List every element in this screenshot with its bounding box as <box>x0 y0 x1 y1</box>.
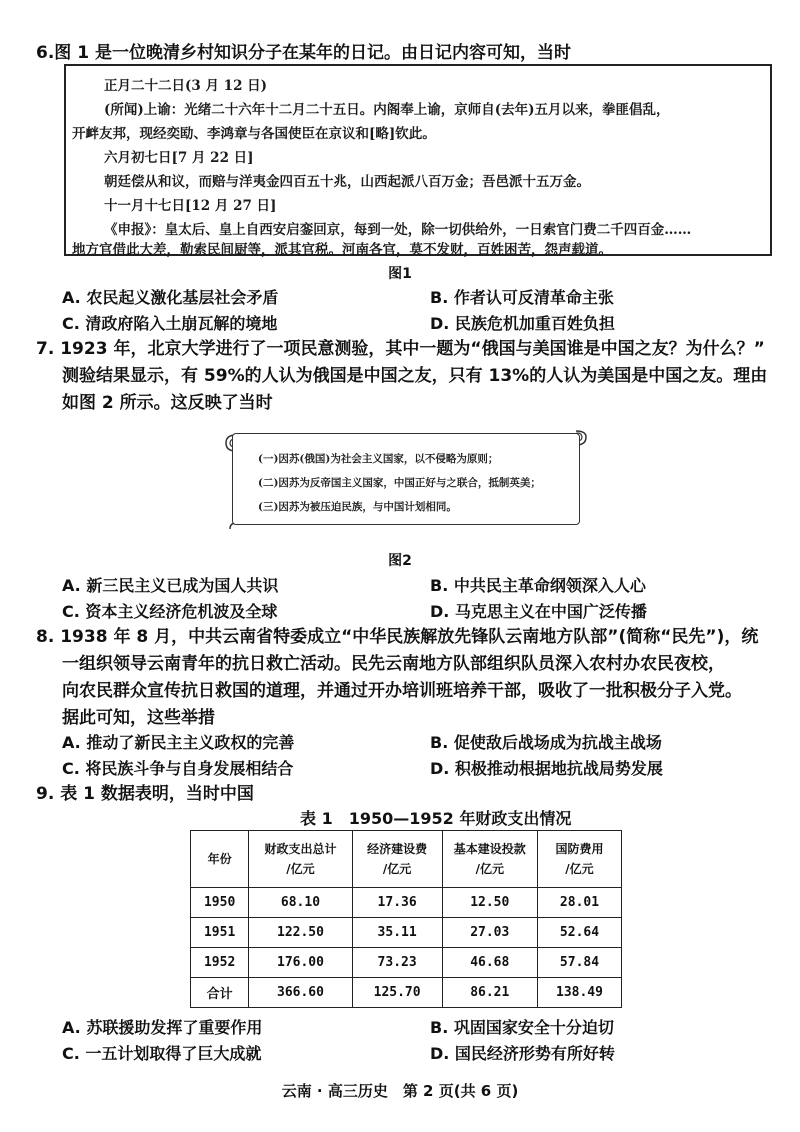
finance-table <box>190 830 622 1008</box>
diary-line: 六月初七日[7 月 22 日] <box>104 150 254 166</box>
table-cell: 17.36 <box>352 888 442 918</box>
diary-line: (所闻)上谕：光绪二十六年十二月二十五日。内阁奉上谕，京师自(去年)五月以来，拳匪倡乱， <box>104 102 670 118</box>
diary-line: 地方官借此大差，勒索民间厨等，派其官税。河南各官，莫不发财，百姓困苦，怨声载道。 <box>72 242 612 258</box>
q8-option-a[interactable]: A. 推动了新民主主义政权的完善 <box>62 733 295 752</box>
q7-option-d[interactable]: D. 马克思主义在中国广泛传播 <box>430 602 647 621</box>
table-cell: 1951 <box>191 918 249 948</box>
scroll-figure <box>222 425 590 531</box>
q8-stem-line: 向农民群众宣传抗日救国的道理，并通过开办培训班培养干部，吸收了一批积极分子入党。 <box>62 681 742 701</box>
table-cell: 73.23 <box>352 948 442 978</box>
table-header-cell: 经济建设费 /亿元 <box>352 831 442 888</box>
table-cell: 125.70 <box>352 978 442 1008</box>
table-cell: 176.00 <box>249 948 352 978</box>
table-row <box>191 888 622 918</box>
q7-option-a[interactable]: A. 新三民主义已成为国人共识 <box>62 576 279 595</box>
q9-option-b[interactable]: B. 巩固国家安全十分迫切 <box>430 1018 614 1037</box>
q6-stem: 6.图 1 是一位晚清乡村知识分子在某年的日记。由日记内容可知，当时 <box>36 43 571 63</box>
table-header-cell: 基本建设投款 /亿元 <box>442 831 537 888</box>
table-cell: 27.03 <box>442 918 537 948</box>
q7-stem-line: 如图 2 所示。这反映了当时 <box>62 393 273 413</box>
q7-option-c[interactable]: C. 资本主义经济危机波及全球 <box>62 602 278 621</box>
table-cell: 138.49 <box>537 978 621 1008</box>
scroll-line: (三)因苏为被压迫民族，与中国计划相同。 <box>258 501 457 513</box>
diary-line: 正月二十二日(3 月 12 日) <box>104 78 268 94</box>
table-row <box>191 948 622 978</box>
table-cell: 68.10 <box>249 888 352 918</box>
q9-option-a[interactable]: A. 苏联援助发挥了重要作用 <box>62 1018 263 1037</box>
table-row <box>191 978 622 1008</box>
table-cell: 合计 <box>191 978 249 1008</box>
q9-option-d[interactable]: D. 国民经济形势有所好转 <box>430 1044 615 1063</box>
page-footer: 云南 · 高三历史 第 2 页(共 6 页) <box>281 1082 519 1100</box>
q8-option-c[interactable]: C. 将民族斗争与自身发展相结合 <box>62 759 294 778</box>
q6-option-a[interactable]: A. 农民起义激化基层社会矛盾 <box>62 288 279 307</box>
table-header-cell: 财政支出总计 /亿元 <box>249 831 352 888</box>
scroll-line: (二)因苏为反帝国主义国家，中国正好与之联合，抵制英美； <box>258 477 541 489</box>
table-cell: 86.21 <box>442 978 537 1008</box>
q8-stem-line: 一组织领导云南青年的抗日救亡活动。民先云南地方队部组织队员深入农村办农民夜校， <box>62 654 725 674</box>
table-cell: 1950 <box>191 888 249 918</box>
table-cell: 46.68 <box>442 948 537 978</box>
q8-stem-line: 据此可知，这些举措 <box>62 708 215 728</box>
table-header-cell: 年份 <box>191 831 249 888</box>
table-cell: 122.50 <box>249 918 352 948</box>
diary-line: 《申报》：皇太后、皇上自西安启銮回京，每到一处，除一切供给外，一日索官门费二千四百金…… <box>104 222 692 238</box>
table-cell: 1952 <box>191 948 249 978</box>
diary-line: 十一月十七日[12 月 27 日] <box>104 198 277 214</box>
table-header-cell: 国防费用 /亿元 <box>537 831 621 888</box>
q8-option-d[interactable]: D. 积极推动根据地抗战局势发展 <box>430 759 663 778</box>
diary-figure <box>64 64 772 256</box>
figure-1-caption: 图1 <box>388 266 412 282</box>
table-cell: 35.11 <box>352 918 442 948</box>
q8-option-b[interactable]: B. 促使敌后战场成为抗战主战场 <box>430 733 662 752</box>
table-header-row <box>191 831 622 888</box>
q7-stem-line: 测验结果显示，有 59%的人认为俄国是中国之友，只有 13%的人认为美国是中国之友。理由 <box>62 366 768 386</box>
q7-stem-line: 7. 1923 年，北京大学进行了一项民意测验，其中一题为“俄国与美国谁是中国之友？为什么？” <box>36 339 765 359</box>
diary-line: 朝廷偿从和议，而赔与洋夷金四百五十兆，山西起派八百万金；吾邑派十五万金。 <box>104 174 590 190</box>
q6-option-b[interactable]: B. 作者认可反清革命主张 <box>430 288 614 307</box>
scroll-line: (一)因苏(俄国)为社会主义国家，以不侵略为原则； <box>258 453 499 465</box>
figure-2-caption: 图2 <box>388 553 412 569</box>
q9-option-c[interactable]: C. 一五计划取得了巨大成就 <box>62 1044 262 1063</box>
table-row <box>191 918 622 948</box>
table-cell: 57.84 <box>537 948 621 978</box>
q6-option-c[interactable]: C. 清政府陷入土崩瓦解的境地 <box>62 314 278 333</box>
table-cell: 28.01 <box>537 888 621 918</box>
table-cell: 366.60 <box>249 978 352 1008</box>
q9-stem: 9. 表 1 数据表明，当时中国 <box>36 784 254 804</box>
diary-line: 开衅友邦，现经奕劻、李鸿章与各国使臣在京议和[略]钦此。 <box>72 126 436 142</box>
q7-option-b[interactable]: B. 中共民主革命纲领深入人心 <box>430 576 646 595</box>
q6-option-d[interactable]: D. 民族危机加重百姓负担 <box>430 314 615 333</box>
table-cell: 12.50 <box>442 888 537 918</box>
q8-stem-line: 8. 1938 年 8 月，中共云南省特委成立“中华民族解放先锋队云南地方队部”(简称“民先”)，统 <box>36 627 759 647</box>
table-1-title: 表 1 1950—1952 年财政支出情况 <box>300 809 572 828</box>
table-cell: 52.64 <box>537 918 621 948</box>
